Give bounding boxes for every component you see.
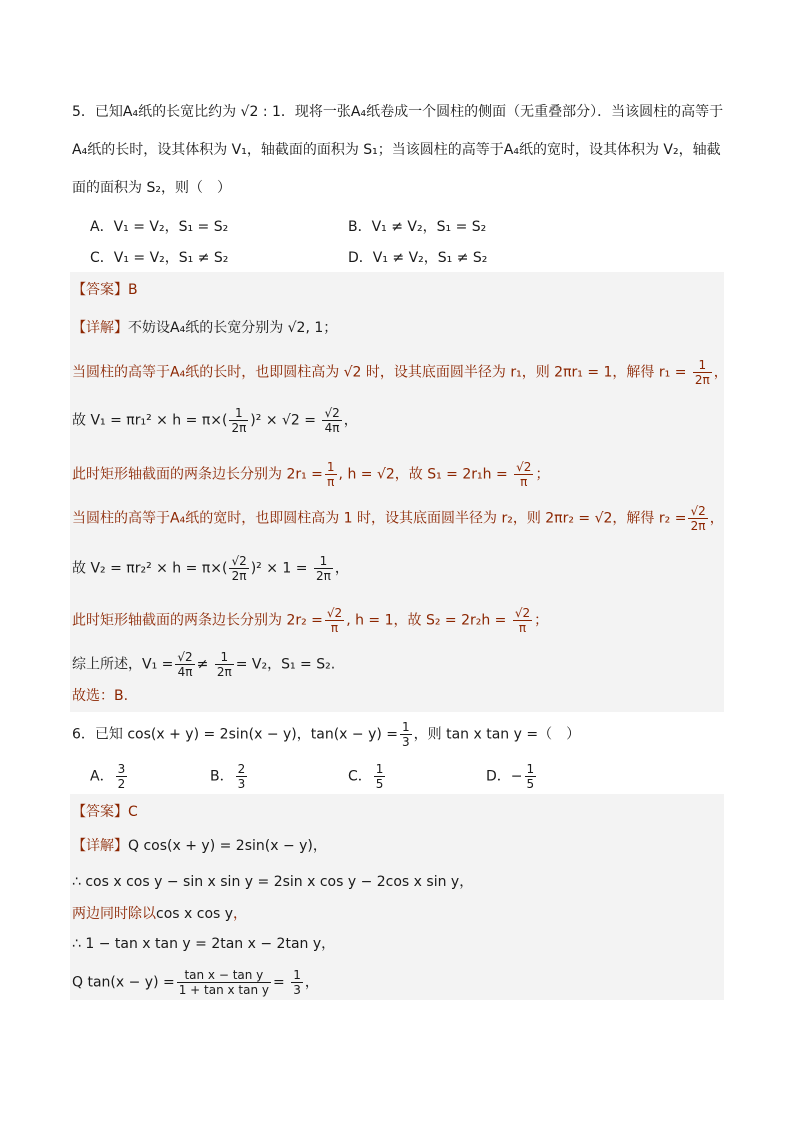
q6-stem: 6．已知 cos(x + y) = 2sin(x − y)，tan(x − y) = $\frac{1}{3}$ ，则 tan x tan y =（ ） [72, 720, 581, 749]
q6-option-c: C． $\frac{1}{5}$ [348, 762, 384, 791]
q6-detail-4: ∴ 1 − tan x tan y = 2tan x − 2tan y， [72, 936, 336, 952]
q5-stem-line-3: 面的面积为 S₂，则（ ） [72, 180, 231, 196]
q5-detail-7: 此时矩形轴截面的两条边长分别为 2r₂ = $\frac{√2}{\pi}$ , h = 1，故 S₂ = 2r₂h = $\frac{√2}{\pi}$ ； [72, 606, 549, 635]
q5-detail-4: 此时矩形轴截面的两条边长分别为 2r₁ = $\frac{1}{\pi}$ , h = √2，故 S₁ = 2r₁h = $\frac{√2}{\pi}$ ； [72, 460, 550, 489]
q5-stem-line-2: A₄纸的长时，设其体积为 V₁，轴截面的面积为 S₁；当该圆柱的高等于A₄纸的宽时，设其体积为 V₂，轴截 [72, 142, 721, 158]
q6-answer: 【答案】C [72, 804, 138, 820]
q5-detail-tag: 【详解】 [72, 320, 128, 336]
q5-detail-5: 当圆柱的高等于A₄纸的宽时，也即圆柱高为 1 时，设其底面圆半径为 r₂，则 2πr₂ = √2，解得 r₂ = $\frac{√2}{2\pi}$ ， [72, 504, 724, 533]
q5-stem-line-1: 5．已知A₄纸的长宽比约为 √2 : 1．现将一张A₄纸卷成一个圆柱的侧面（无重叠部分）．当该圆柱的高等于 [72, 104, 724, 120]
q5-option-b: B．V₁ ≠ V₂，S₁ = S₂ [348, 219, 487, 235]
q5-option-a: A．V₁ = V₂，S₁ = S₂ [90, 219, 229, 235]
q6-option-d: D．− $\frac{1}{5}$ [486, 762, 535, 791]
q6-detail-5: Q tan(x − y) = $\frac{\text{tan x − tan y}}{\text{1 + tan x tan y}}$ = $\frac{1}{3}$ ， [72, 968, 319, 997]
q5-solution-panel [70, 272, 724, 712]
q5-detail-6: 故 V₂ = πr₂² × h = π×( $\frac{√2}{2\pi}$ )² × 1 = $\frac{1}{2\pi}$ ， [72, 554, 349, 583]
q6-detail-2: ∴ cos x cos y − sin x sin y = 2sin x cos y − 2cos x sin y， [72, 874, 474, 890]
q5-option-c: C．V₁ = V₂，S₁ ≠ S₂ [90, 250, 229, 266]
q6-option-a: A． $\frac{3}{2}$ [90, 762, 126, 791]
q5-detail-1: 【详解】不妨设A₄纸的长宽分别为 √2, 1； [72, 320, 338, 336]
q5-detail-9: 故选：B. [72, 688, 129, 704]
q5-option-d: D．V₁ ≠ V₂，S₁ ≠ S₂ [348, 250, 488, 266]
q6-detail-1: 【详解】Q cos(x + y) = 2sin(x − y)， [72, 838, 327, 854]
q5-detail-2: 当圆柱的高等于A₄纸的长时，也即圆柱高为 √2 时，设其底面圆半径为 r₁，则 2πr₁ = 1，解得 r₁ = $\frac{1}{2\pi}$ ， [72, 358, 728, 387]
q6-option-b: B． $\frac{2}{3}$ [210, 762, 246, 791]
q5-detail-8: 综上所述，V₁ = $\frac{√2}{4\pi}$ ≠ $\frac{1}{2\pi}$ = V₂，S₁ = S₂. [72, 650, 336, 679]
q6-detail-3: 两边同时除以cos x cos y， [72, 906, 248, 922]
q5-answer: 【答案】B [72, 282, 138, 298]
q5-detail-3: 故 V₁ = πr₁² × h = π×( $\frac{1}{2\pi}$ )² × √2 = $\frac{√2}{4\pi}$ ， [72, 406, 358, 435]
